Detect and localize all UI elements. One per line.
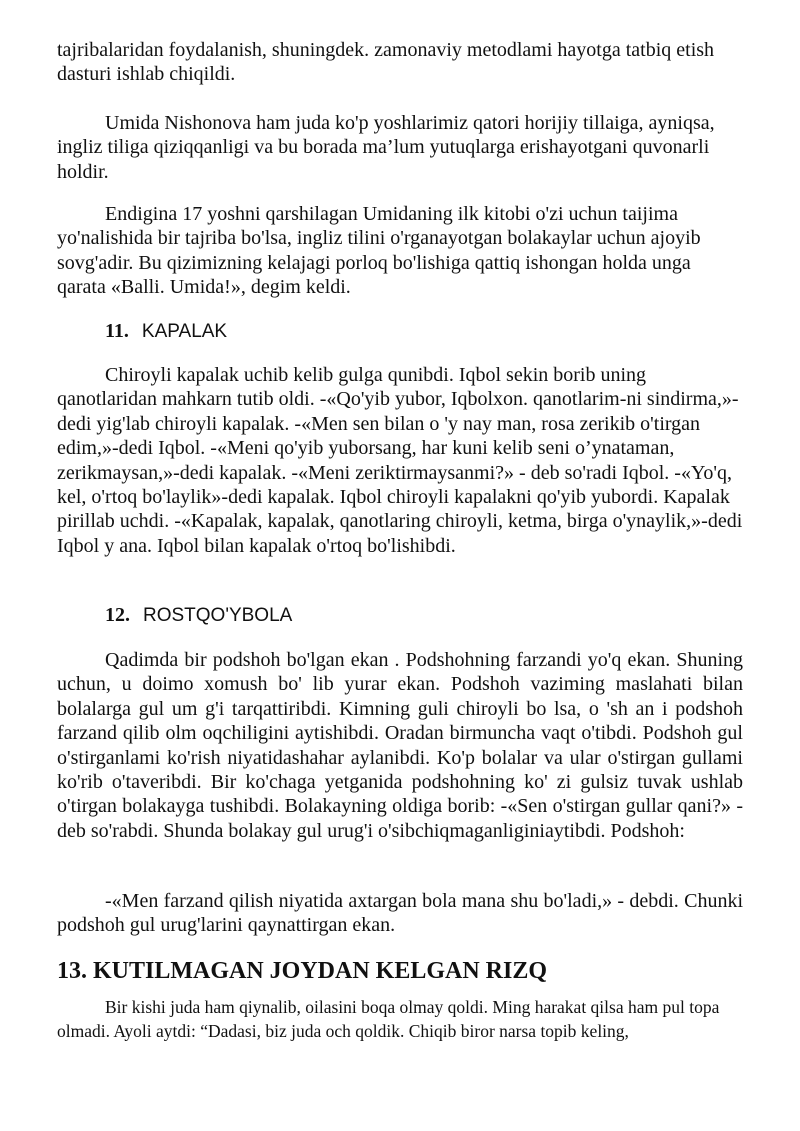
paragraph-intro-end: tajribalaridan foydalanish, shuningdek. zamonaviy metodlami hayotga tatbiq etish dasturi ishlab chiqildi. bbox=[57, 39, 715, 86]
section-title: ROSTQO'YBOLA bbox=[143, 605, 293, 626]
paragraph-kapalak-story: Chiroyli kapalak uchib kelib gulga qunibdi. Iqbol sekin borib uning qanotlaridan mahkarn tutib oldi. -«Qo'yib yubor, Iqbolxon. qanotlarim-ni sindirma,»-dedi yig'lab chiroyli kapalak. -«Men sen bilan o 'y nay man, rosa zerikib o'tirgan edim,»-dedi Iqbol. -«Meni qo'yib yuborsang, har kuni kelib seni o’ynataman, zerikmaysan,»-dedi kapalak. -«Meni zeriktirmaysanmi?» - deb so'radi Iqbol. -«Yo'q, kel, o'rtoq bo'laylik»-dedi kapalak. Iqbol chiroyli kapalakni qo'yib yubordi. Kapalak pirillab uchdi. -«Kapalak, kapalak, qanotlaring chiroyli, ketma, birga o'ynaylik,»-dedi Iqbol y ana. Iqbol bilan kapalak o'rtoq bo'lishibdi. bbox=[57, 364, 743, 557]
section-heading-11 bbox=[105, 319, 227, 344]
paragraph-rostqoybola-ending: -«Men farzand qilish niyatida axtargan bola mana shu bo'ladi,» - debdi. Chunki podshoh gul urug'larini qaynattirgan ekan. bbox=[57, 890, 743, 937]
paragraph-umida-book: Endigina 17 yoshni qarshilagan Umidaning ilk kitobi o'zi uchun taijima yo'nalishida bir tajriba bo'lsa, ingliz tilini o'rganayotgan bolakaylar uchun ajoyib sovg'adir. Bu qizimizning kelajagi porloq bo'lishiga qattiq ishongan holda unga qarata «Balli. Umida!», degim keldi. bbox=[57, 203, 701, 299]
section-title: KAPALAK bbox=[141, 321, 228, 342]
paragraph-rizq-story: Bir kishi juda ham qiynalib, oilasini boqa olmay qoldi. Ming harakat qilsa ham pul topa olmadi. Ayoli aytdi: “Dadasi, biz juda och qoldik. Chiqib biror narsa topib keling, bbox=[57, 997, 720, 1041]
paragraph-rostqoybola-story: Qadimda bir podshoh bo'lgan ekan . Podshohning farzandi yo'q ekan. Shuning uchun, u doimo xomush bo' lib yurar ekan. Podshoh vaziming maslahati bilan bolalarga gul um g'i tarqattiribdi. Kimning guli chiroyli bo lsa, o 'sh an i podshoh farzand qilib olm oqchiligini aytishibdi. Oradan birmuncha vaqt o'tibdi. Podshoh gul o'stirganlami ko'rish niyatidashahar aylanibdi. Ko'p bolalar va ular o'stirgan gullami ko'rib o'taveribdi. Bir ko'chaga yetganida podshohning ko' zi gulsiz tuvak ushlab o'tirgan bolakayga tushibdi. Bolakayning oldiga borib: -«Sen o'stirgan gullar qani?» - deb so'rabdi. Shunda bolakay gul urug'i o'sibchiqmaganliginiaytibdi. Podshoh: bbox=[57, 649, 743, 842]
section-heading-12 bbox=[105, 603, 292, 628]
section-number: 11. bbox=[105, 320, 129, 342]
section-heading-13: 13. KUTILMAGAN JOYDAN KELGAN RIZQ bbox=[57, 958, 548, 984]
paragraph-umida: Umida Nishonova ham juda ko'p yoshlarimiz qatori horijiy tillaiga, ayniqsa, ingliz tiliga qiziqqanligi va bu borada ma’lum yutuqlarga erishayotgani quvonarli holdir. bbox=[57, 112, 715, 183]
section-number: 12. bbox=[105, 604, 130, 626]
